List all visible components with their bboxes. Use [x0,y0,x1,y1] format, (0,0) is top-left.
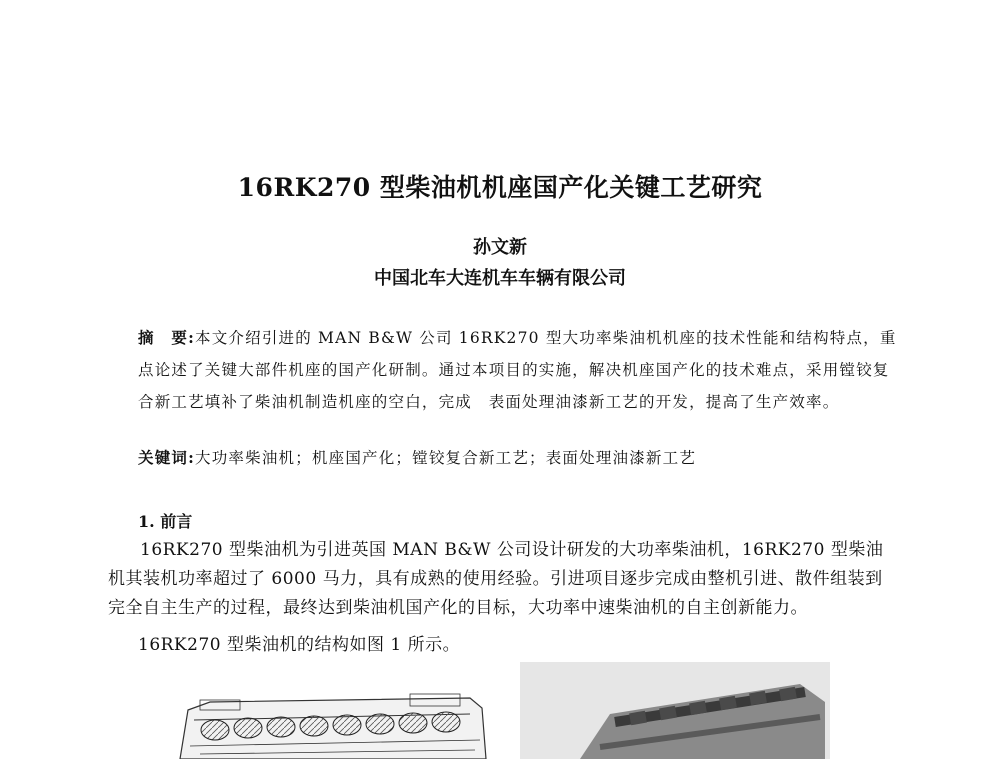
engine-figure-left [170,680,490,759]
abstract-text: 本文介绍引进的 MAN B&W 公司 16RK270 型大功率柴油机机座的技术性能和结构特点，重点论述了关键大部件机座的国产化研制。通过本项目的实施，解决机座国产化的技术难点，采用镗铰复合新工艺填补了柴油机制造机座的空白，完成 表面处理油漆新工艺的开发，提高了生产效率。 [138,329,897,411]
abstract-label: 摘 要: [138,328,196,347]
engine-figure-right [520,662,830,759]
author-affiliation: 中国北车大连机车车辆有限公司 [374,268,626,289]
abstract-block [138,322,898,418]
section-paragraph: 16RK270 型柴油机为引进英国 MAN B&W 公司设计研发的大功率柴油机，16RK270 型柴油机其装机功率超过了 6000 马力，具有成熟的使用经验。引进项目逐步完成由整机引进、散件组装到完全自主生产的过程，最终达到柴油机国产化的目标，大功率中速柴油机的自主创新能力。 [108,540,884,618]
keywords-text: 大功率柴油机；机座国产化；镗铰复合新工艺；表面处理油漆新工艺 [195,449,697,467]
keywords-block [138,446,898,468]
figure-reference: 16RK270 型柴油机的结构如图 1 所示。 [138,635,461,655]
section-heading: 1. 前言 [138,512,193,531]
paper-title: 16RK270 型柴油机机座国产化关键工艺研究 [237,173,763,202]
author-name: 孙文新 [473,237,527,258]
keywords-label: 关键词: [138,448,196,467]
